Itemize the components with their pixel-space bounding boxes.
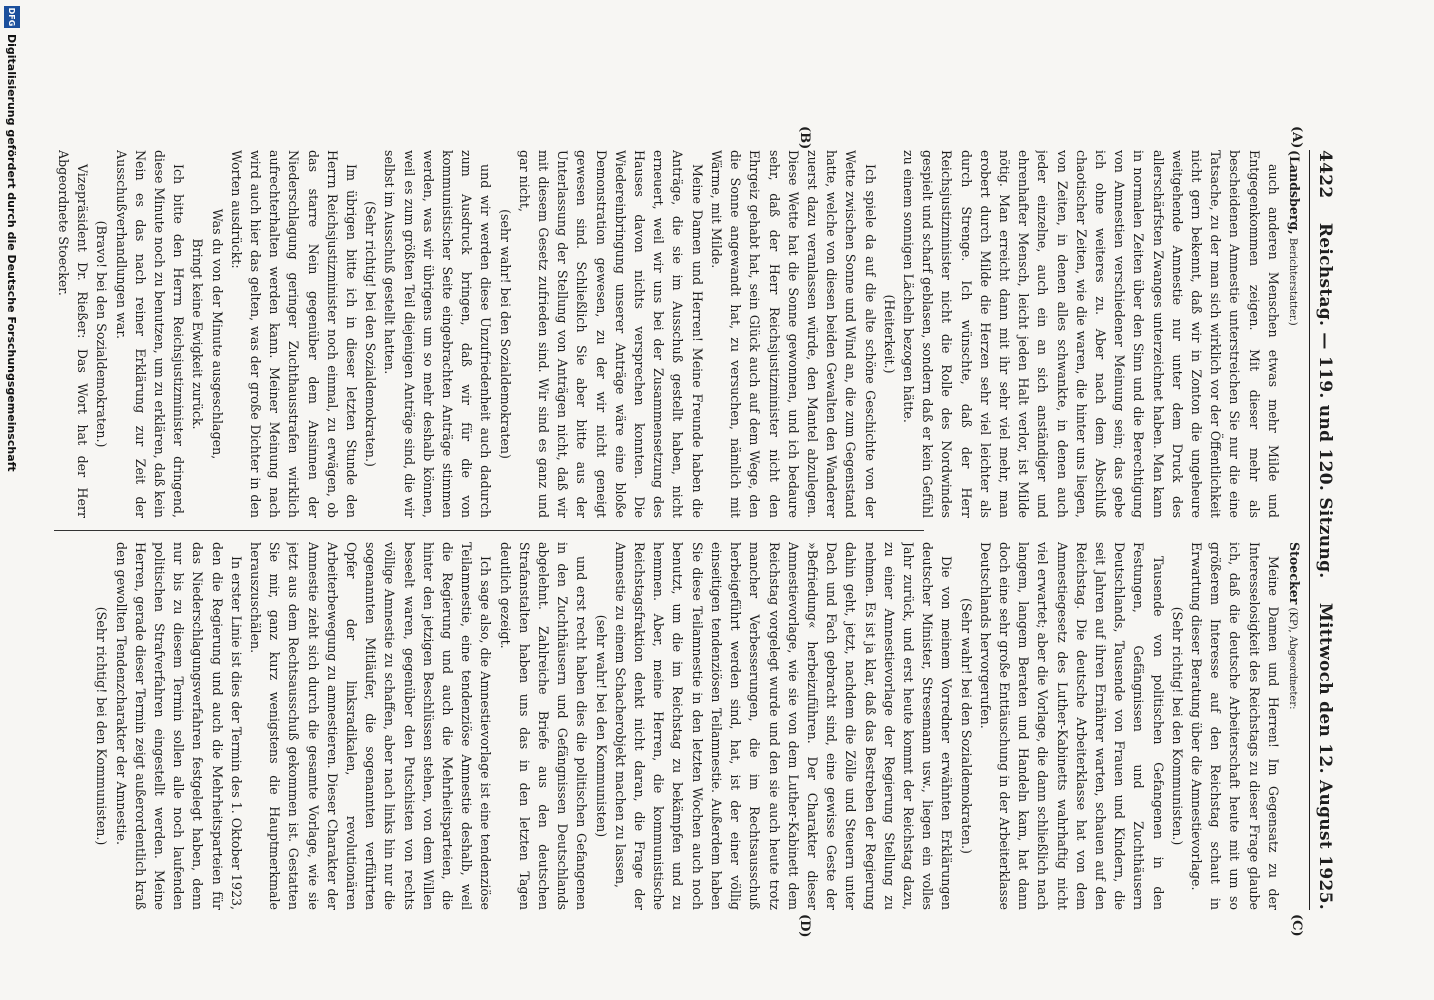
speaker-line — [1283, 150, 1304, 518]
speaker-name: Stoecker — [1287, 542, 1302, 605]
speaker-note: (KP), Abgeordneter: — [1287, 604, 1298, 710]
paragraph: und erst recht haben dies die politischen Gefangenen in den Zuchthäusern und Gefängnissen Deutschlands abgelehnt. Zahlreiche Briefe aus den deutschen Strafanstalten haben uns das in den letzten Tagen deutlich gezeigt. — [497, 542, 590, 910]
page-number: 4422 — [1315, 150, 1335, 199]
paragraph: Meine Damen und Herren! Im Gegensatz zu der Interesselosigkeit des Reichstags zu dieser Frage glaube ich, daß die deutsche Arbeiterschaft heute mit um so größerem Interesse auf den Reichstag schaut in Erwartung dieser Beratung über die Amnestievorlage. — [1188, 542, 1281, 910]
header-date: Mittwoch den 12. August 1925. — [1315, 602, 1335, 910]
speaker-name: (Landsberg, — [1287, 150, 1302, 235]
margin-marker-a: (A) — [1289, 126, 1304, 149]
paragraph: Ich spiele da auf die alte schöne Geschichte von der Wette zwischen Sonne und Wind an, die zum Gegenstand hatte, welche von diesen beiden Gewalten den Wanderer zuerst dazu veranlassen würde, den Mantel abzulegen. Diese Wette hat die Sonne gewonnen, und ich bedaure sehr, daß der Herr Reichsjustizminister nicht den Ehrgeiz gehabt hat, sein Glück auch auf dem Wege, den die Sonne angewandt hat, zu versuchen, nämlich mit Wärme, mit Milde. — [708, 150, 878, 518]
right-column — [54, 542, 1304, 910]
remark: (Sehr richtig! bei den Kommunisten.) — [94, 606, 110, 846]
header-title: Reichstag. — 119. und 120. Sitzung. — [1315, 222, 1335, 579]
paragraph: auch anderen Menschen etwas mehr Milde und Entgegenkommen zeigen. Mit dieser mehr als bescheidenen Amnestie unterstreichen Sie nur die eine Tatsache, zu der man sich wirklich vor der Öffentlichkeit nicht gern bekennt, daß wir in Zonton die ungeheure weitgehende Amnestie nur unter dem Druck des allerschärfsten Zwanges unterzeichnet haben. Man kann in normalen Zeiten über den Sinn und die Berechtigung von Amnestien verschiedener Meinung sein; das gebe ich ohne weiteres zu. Aber nach dem Abschluß chaotischer Zeiten, wie die waren, die hinter uns liegen, von Zeiten, in denen alles schwankte, in denen auch jeder einzelne, auch ein an sich anständiger und ehrenhafter Mensch, leicht jeden Halt verlor, ist Milde nötig. Man erreicht dann mit ihr sehr viel mehr, man erobert durch Milde die Herzen sehr viel leichter als durch Strenge. Ich wünschte, daß der Herr Reichsjustizminister nicht die Rolle des Nordwindes gespielt und scharf geblasen, sondern daß er kein Gefühl zu einem sonnigen Lächeln bezogen hätte. — [900, 150, 1281, 518]
paragraph: Vizepräsident Dr. Rießer: Das Wort hat der Herr Abgeordnete Stoecker. — [56, 150, 91, 518]
paragraph: Ich bitte den Herrn Reichsjustizminister dringend, diese Minute noch zu benutzen, um zu erklären, daß kein Nein es das nach reiner Erklärung zur Zeit der Ausschußverhandlungen war. — [113, 150, 187, 518]
remark: (Sehr wahr! bei den Sozialdemokraten.) — [958, 598, 974, 854]
paragraph: In erster Linie ist dies der Termin des 1. Oktober 1923, den die Regierung und auch die Mehrheitsparteien für das Niederschlagungsverfahren festgelegt haben, denn nur bis zu diesem Termin sollen alle noch laufenden politischen Strafverfahren eingestellt werden. Meine Herren, gerade dieser Termin zeigt außerordentlich kraß den gewollten Tendenzcharakter der Amnestie. — [113, 542, 244, 910]
paragraph: Ich sage also, die Amnestievorlage ist eine tendenziöse Teilamnestie, eine tendenziöse Amnestie deshalb, weil die Regierung und auch die Mehrheitsparteien, die hinter den jetzigen Beschlüssen stehen, von dem Willen beseelt waren, gegenüber den Putschisten von rechts völlige Amnestie zu schaffen, aber nach links hin nur die sogenannten Mitläufer, die sogenannten verführten Opfer der linksradikalen, revolutionären Arbeiterbewegung zu amnestieren. Dieser Charakter der Amnestie zieht sich durch die gesamte Vorlage, wie sie jetzt aus dem Rechtsausschuß gekommen ist. Gestatten Sie mir, ganz kurz wenigstens die Hauptmerkmale herauszuschälen. — [248, 542, 494, 910]
margin-marker-b: (B) — [797, 126, 812, 150]
remark: (sehr wahr! bei den Kommunisten) — [593, 614, 609, 838]
margin-marker-d: (D) — [797, 914, 812, 938]
remark: Was du von der Minute ausgeschlagen, — [209, 208, 225, 460]
speaker-line — [1283, 542, 1304, 910]
paragraph: Im übrigen bitte ich in dieser letzten Stunde den Herrn Reichsjustizminister noch einmal, zu erwägen, ob das starre Nein gegenüber dem Ansinnen der Niederschlagung geringer Zuchthausstrafen wirklich aufrechterhalten werden kann. Meiner Meinung nach wird auch hier das gelten, was der große Dichter in den Worten ausdrückt: — [228, 150, 360, 518]
column-divider — [54, 530, 924, 531]
remark: (Sehr richtig! bei den Sozialdemokraten.) — [363, 201, 379, 467]
paragraph: Meine Damen und Herren! Meine Freunde haben die Anträge, die sie im Ausschuß gestellt haben, nicht erneuert, weil wir uns bei der Zusammensetzung des Hauses davon nichts versprechen konnten. Die Wiedereinbringung unserer Anträge wäre eine bloße Demonstration gewesen, zu der wir nicht geneigt gewesen sind. Schließlich Sie aber bitte aus der Unterlassung der Stellung von Anträgen nicht, daß wir mit diesem Gesetz zufrieden sind. Wir sind es ganz und gar nicht, — [516, 150, 705, 518]
dfg-logo: DFG — [4, 6, 20, 28]
speaker-note: Berichterstatter.) — [1287, 234, 1298, 326]
remark: (sehr wahr! bei den Sozialdemokraten) — [497, 209, 513, 459]
remark: Bringt keine Ewigkeit zurück. — [190, 238, 206, 430]
page-header — [1312, 150, 1338, 910]
remark: (Heiterkeit.) — [881, 294, 897, 374]
paragraph: Tausende von politischen Gefangenen in den Festungen, Gefängnissen und Zuchthäusern Deutschlands, Tausende von Frauen und Kindern, die seit Jahren auf ihren Ernährer warten, schauen auf den Reichstag. Die deutsche Arbeiterklasse hat von dem Amnestiegesetz des Luther-Kabinetts wahrhaftig nicht viel erwartet; aber die Vorlage, die dann schließlich nach langem, langem Beraten und Handeln kam, hat dann doch eine sehr große Enttäuschung in der Arbeiterklasse Deutschlands hervorgerufen. — [977, 542, 1166, 910]
margin-marker-c: (C) — [1289, 914, 1304, 937]
header-rule — [1309, 150, 1310, 910]
paragraph: und wir werden diese Unzufriedenheit auch dadurch zum Ausdruck bringen, daß wir für die von kommunistischer Seite eingebrachten Anträge stimmen werden, was wir übrigens um so mehr deshalb können, weil es zum größten Teil diejenigen Anträge sind, die wir selbst im Ausschuß gestellt hatten. — [382, 150, 494, 518]
footer-strip — [0, 0, 24, 1000]
remark: (Sehr richtig! bei den Kommunisten.) — [1169, 606, 1185, 846]
paragraph: Die von meinem Vorredner erwähnten Erklärungen deutscher Minister, Stresemann usw., liegen ein volles Jahr zurück, und erst heute kommt der Reichstag dazu, zu einer Amnestievorlage der Regierung Stellung zu nehmen. Es ist ja klar, daß das Bestreben der Regierung dahin geht, jetzt, nachdem die Zölle und Steuern unter Dach und Fach gebracht sind, eine gewisse Geste der »Befriedung« herbeizuführen. Der Charakter dieser Amnestievorlage, wie sie von dem Luther-Kabinett dem Reichstag vorgelegt wurde und den sie auch heute trotz mancher Verbesserungen, die im Rechtsausschuß herbeigeführt werden sind, hat, ist der einer völlig einseitigen tendenziösen Teilamnestie. Außerdem haben Sie diese Teilamnestie in den letzten Wochen auch noch benutzt, um die im Reichstag zu bekämpfen und zu hemmen. Aber, meine Herren, die kommunistische Reichstagsfraktion denkt nicht daran, die Frage der Amnestie zu einem Schacherobjekt machen zu lassen, — [612, 542, 955, 910]
left-column — [54, 150, 1304, 518]
footer-text: Digitalisierung gefördert durch die Deutsche Forschungsgemeinschaft — [5, 34, 19, 472]
remark: (Bravo! bei den Sozialdemokraten.) — [94, 220, 110, 448]
